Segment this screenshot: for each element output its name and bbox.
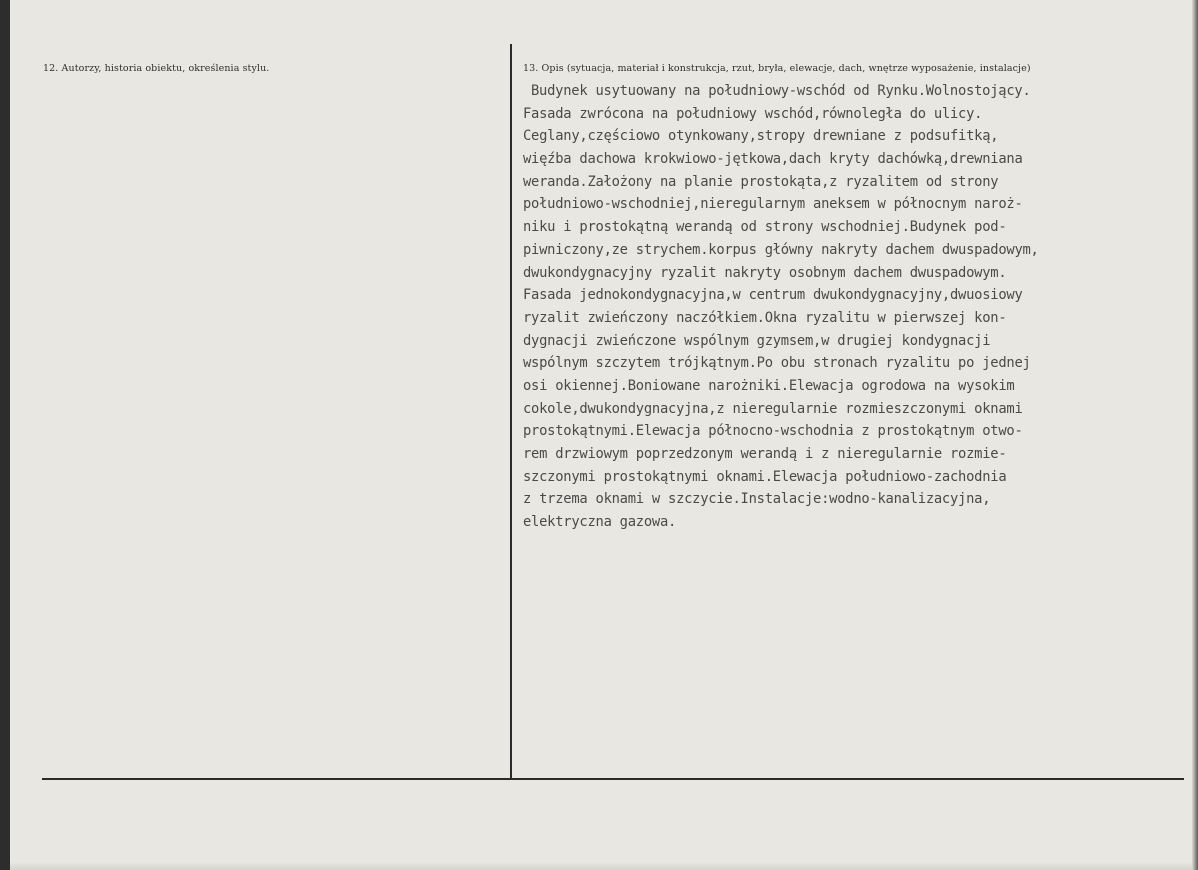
- description-line: z trzema oknami w szczycie.Instalacje:wodno-kanalizacyjna,: [523, 491, 991, 508]
- description-line: piwniczony,ze strychem.korpus główny nakryty dachem dwuspadowym,: [523, 241, 1039, 258]
- scan-left-edge: [0, 0, 10, 870]
- bottom-rule: [42, 778, 1184, 780]
- description-line: Fasada jednokondygnacyjna,w centrum dwukondygnacyjny,dwuosiowy: [523, 287, 1023, 304]
- description-line: osi okiennej.Boniowane narożniki.Elewacja ogrodowa na wysokim: [523, 377, 1015, 394]
- description-line: Fasada zwrócona na południowy wschód,równoległa do ulicy.: [523, 105, 983, 122]
- description-line: weranda.Założony na planie prostokąta,z ryzalitem od strony: [523, 173, 999, 190]
- description-line: niku i prostokątną werandą od strony wschodniej.Budynek pod-: [523, 219, 1007, 236]
- description-line: cokole,dwukondygnacyjna,z nieregularnie rozmieszczonymi oknami: [523, 400, 1023, 417]
- description-line: szczonymi prostokątnymi oknami.Elewacja południowo-zachodnia: [523, 468, 1007, 485]
- typed-description: [523, 80, 1198, 534]
- description-line: prostokątnymi.Elewacja północno-wschodnia z prostokątnym otwo-: [523, 423, 1023, 440]
- description-label: 13. Opis (sytuacja, materiał i konstrukcja, rzut, bryła, elewacje, dach, wnętrze wyposażenie, instalacje): [523, 63, 1031, 74]
- description-line: rem drzwiowym poprzedzonym werandą i z nieregularnie rozmie-: [523, 446, 1007, 462]
- description-line: elektryczna gazowa.: [523, 514, 677, 531]
- description-line: dygnacji zwieńczone wspólnym gzymsem,w drugiej kondygnacji: [523, 332, 991, 349]
- description-line: Ceglany,częściowo otynkowany,stropy drewniane z podsufitką,: [523, 128, 999, 145]
- description-line: wspólnym szczytem trójkątnym.Po obu stronach ryzalitu po jednej: [523, 355, 1031, 372]
- description-line: ryzalit zwieńczony naczółkiem.Okna ryzalitu w pierwszej kon-: [523, 309, 1007, 326]
- description-line: więźba dachowa krokwiowo-jętkowa,dach kryty dachówką,drewniana: [523, 151, 1023, 168]
- description-line: dwukondygnacyjny ryzalit nakryty osobnym dachem dwuspadowym.: [523, 264, 1007, 281]
- document-sheet: [10, 0, 1192, 870]
- column-divider: [510, 44, 512, 780]
- description-line: Budynek usytuowany na południowy-wschód od Rynku.Wolnostojący.: [531, 83, 1031, 99]
- authors-history-label: 12. Autorzy, historia obiektu, określenia stylu.: [43, 63, 270, 74]
- description-line: południowo-wschodniej,nieregularnym aneksem w północnym naroż-: [523, 196, 1023, 213]
